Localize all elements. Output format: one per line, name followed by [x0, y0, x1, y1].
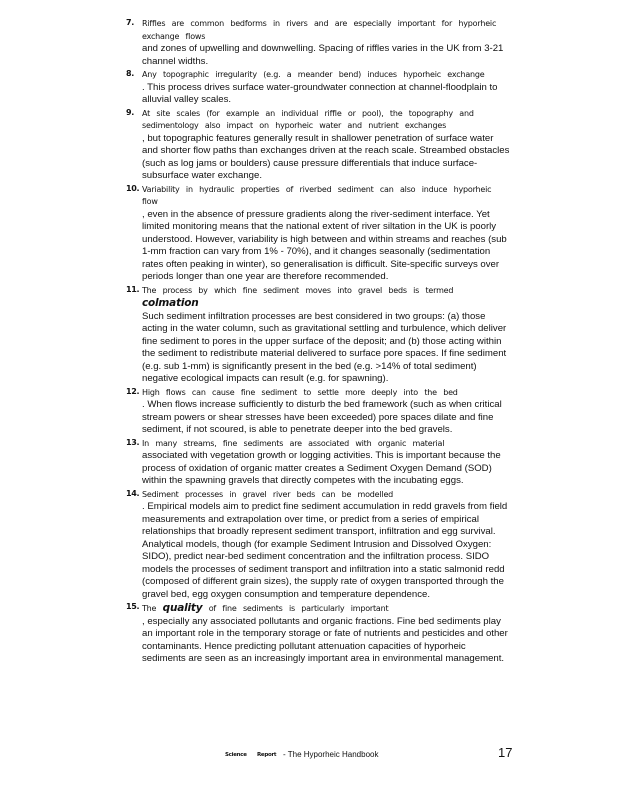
item-body: . This process drives surface water-groundwater connection at channel-floodplain to alluvial valley scales.: [142, 81, 498, 105]
item-lead-text: The process by which fine sediment moves into gravel beds is termed: [142, 285, 454, 295]
item-body: Such sediment infiltration processes are best considered in two groups: (a) those acting in the water column, such as gravitational settling and turbulence, which deliver fine sediment to pores in the upper surface of the deposit; and (b) those acting within the sediment to redistribute material delivered to surface pore spaces. If fine sediment (e.g. sub 1-mm) is significantly present in the bed (e.g. >14% of total sediment) negative ecological impacts can result (e.g. for spawning).: [142, 310, 507, 384]
list-item: [126, 285, 512, 386]
item-lead: Any topographic irregularity (e.g. a meander bend) induces hyporheic exchange: [142, 70, 485, 79]
item-body: and zones of upwelling and downwelling. Spacing of riffles varies in the UK from 3-21 channel widths.: [142, 43, 504, 67]
list-item: [126, 18, 512, 68]
item-body: , even in the absence of pressure gradients along the river-sediment interface. Yet limited monitoring means that the national extent of river siltation in the UK is poorly understood. However, variability is high between and within streams and reaches (sub 1-mm fraction can vary from 1% - 70%), and it changes seasonally (sedimentation rates often peaking in winter), so generalisation is difficult. Site-specific surveys over periods longer than one year are therefore recommended.: [142, 208, 507, 282]
footer-label-science: Science: [225, 752, 247, 758]
list-item: [126, 438, 512, 488]
item-number: 7.: [126, 18, 135, 27]
item-body: , especially any associated pollutants and organic fractions. Fine bed sediments play an important role in the temporary storage or fate of nutrients and pesticides and other contaminants. Hence predicting pollutant attenuation capacities of hyporheic sediments are seen as an increasingly important area in environmental management.: [142, 615, 508, 664]
item-body: , but topographic features generally result in shallower penetration of surface water and shorter flow paths than exchanges driven at the reach scale. Streambed obstacles (such as log jams or boulders) cause pressure differentials that induce surface-subsurface water exchange.: [142, 132, 510, 181]
item-lead: In many streams, fine sediments are associated with organic material: [142, 438, 445, 448]
item-lead-text: of fine sediments is particularly important: [208, 604, 389, 613]
item-number: 14.: [126, 488, 140, 498]
item-body: associated with vegetation growth or logging activities. This is important because the process of oxidation of organic matter creates a Sediment Oxygen Demand (SOD) within the spawning gravels that directly competes with the incubating eggs.: [142, 450, 501, 486]
item-lead: At site scales (for example an individual riffle or pool), the topography and sedimentology also impact on hyporheic water and nutrient exchanges: [142, 108, 474, 130]
page-number: 17: [498, 745, 513, 760]
item-lead: [142, 285, 512, 311]
item-lead: Riffles are common bedforms in rivers and are especially important for hyporheic exchange flows: [142, 19, 497, 41]
item-number: 10.: [126, 183, 140, 193]
item-number: 9.: [126, 107, 135, 117]
list-item: [126, 184, 512, 284]
item-lead-prefix: The: [142, 604, 157, 613]
item-number: 12.: [126, 386, 140, 396]
item-body: . When flows increase sufficiently to disturb the bed framework (such as when critical stream powers or shear stresses have been exceeded) pore spaces dilate and fine sediment, if not scoured, is able to penetrate deeper into the bed gravels.: [142, 399, 502, 435]
item-emphasis: colmation: [142, 297, 199, 309]
list-item: [126, 108, 512, 183]
list-item: [126, 602, 512, 666]
item-number: 8.: [126, 69, 135, 78]
page-footer: [225, 750, 525, 764]
item-number: 13.: [126, 437, 140, 447]
footer-title: - The Hyporheic Handbook: [283, 750, 379, 759]
list-item: [126, 69, 512, 107]
item-lead: High flows can cause fine sediment to settle more deeply into the bed: [142, 387, 458, 397]
item-number: 15.: [126, 602, 140, 611]
footer-label-report: Report: [257, 752, 277, 758]
numbered-list: [126, 18, 512, 667]
item-body: . Empirical models aim to predict fine sediment accumulation in redd gravels from field measurements and extrapolation over time, or predict from a series of empirical relationships that broadly represent sediment transport, infiltration and egg survival. Analytical models, though (for example Sediment Intrusion and Dissolved Oxygen: SIDO), predict near-bed sediment concentration and the infiltration process. SIDO models the processes of sediment transport and infiltration into a static salmonid redd (composed of different grain sizes), the supply rate of oxygen transported through the gravel bed, egg oxygen consumption and temperature dependence.: [142, 501, 508, 600]
item-number: 11.: [126, 284, 140, 294]
item-emphasis: quality: [162, 602, 203, 614]
item-lead: [142, 602, 512, 616]
list-item: [126, 387, 512, 437]
list-item: [126, 489, 512, 602]
item-lead: Variability in hydraulic properties of riverbed sediment can also induce hyporheic flow: [142, 184, 492, 206]
item-lead: Sediment processes in gravel river beds can be modelled: [142, 489, 394, 499]
